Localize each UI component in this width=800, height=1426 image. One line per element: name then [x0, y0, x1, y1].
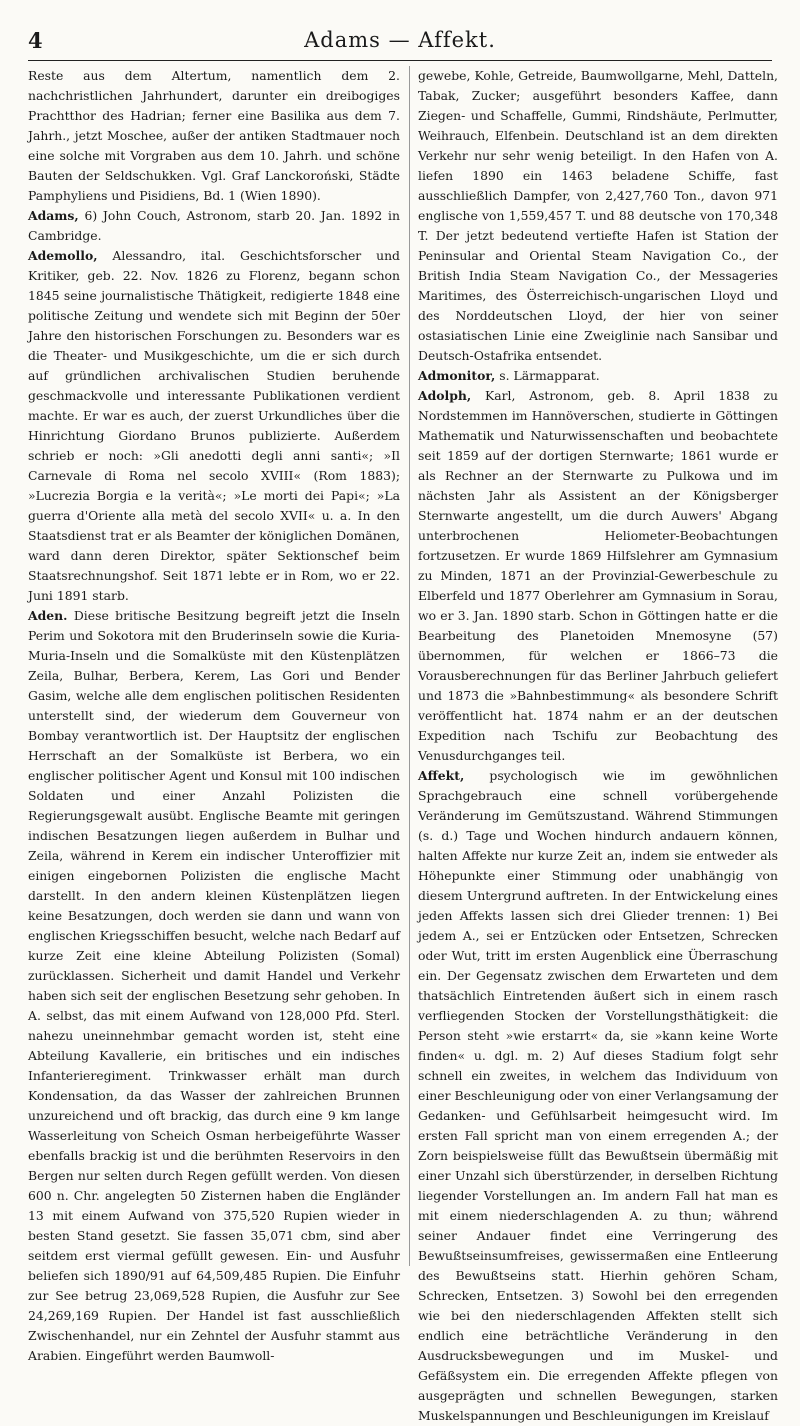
- entry-text: Karl, Astronom, geb. 8. April 1838 zu Nordstemmen im Hannöverschen, studierte in Göttingen Mathematik und Naturwissenschaften und beobachtete seit 1859 auf der dortigen Sternwarte; 1861 wurde er als Rechner an der Sternwarte zu Pulkowa und im nächsten Jahr als Assistent an der Königsberger Sternwarte angestellt, um die durch Auwers' Abgang unterbrochenen Heliometer-Beobachtungen fortzusetzen. Er wurde 1869 Hilfslehrer am Gymnasium zu Minden, 1871 an der Provinzial-Gewerbeschule zu Elberfeld und 1877 Oberlehrer am Gymnasium in Sorau, wo er 3. Jan. 1890 starb. Schon in Göttingen hatte er die Bearbeitung des Planetoiden Mnemosyne (57) übernommen, für welchen er 1866–73 die Vorausberechnungen für das Berliner Jahrbuch geliefert und 1873 die »Bahnbestimmung« als besondere Schrift veröffentlicht hat. 1874 nahm er an der deutschen Expedition nach Tschifu zur Beobachtung des Venusdurchganges teil.: [418, 388, 778, 763]
- column-divider: [409, 66, 410, 1266]
- entry-headword: Adams,: [28, 208, 79, 223]
- entry-ademollo: [28, 246, 400, 606]
- entry-adolph: [418, 386, 778, 766]
- entry-aden: [28, 606, 400, 1366]
- entry-continuation: [418, 66, 778, 366]
- entry-headword: Ademollo,: [28, 248, 98, 263]
- page-header: [28, 24, 772, 60]
- entry-text: Alessandro, ital. Geschichtsforscher und Kritiker, geb. 22. Nov. 1826 zu Florenz, begann schon 1845 seine journalistische Thätigkeit, redigierte 1848 eine politische Zeitung und wendete sich mit Beginn der 50er Jahre den historischen Forschungen zu. Besonders war es die Theater- und Musikgeschichte, um die er sich durch auf gründlichen archivalischen Studien beruhende geschmackvolle und interessante Publikationen verdient machte. Er war es auch, der zuerst Urkundliches über die Hinrichtung Giordano Brunos publizierte. Außerdem schrieb er noch: »Gli anedotti degli anni santi«; »Il Carnevale di Roma nel secolo XVIII« (Rom 1883); »Lucrezia Borgia e la verità«; »Le morti dei Papi«; »La guerra d'Oriente alla metà del secolo XVII« u. a. In den Staatsdienst trat er als Beamter der königlichen Domänen, ward dann deren Direktor, später Sektionschef beim Staatsrechnungshof. Seit 1871 lebte er in Rom, wo er 22. Juni 1891 starb.: [28, 248, 400, 603]
- entry-text: gewebe, Kohle, Getreide, Baumwollgarne, Mehl, Datteln, Tabak, Zucker; ausgeführt besonders Kaffee, dann Ziegen- und Schaffelle, Gummi, Rindshäute, Perlmutter, Weihrauch, Elfenbein. Deutschland ist an dem direkten Verkehr nur sehr wenig beteiligt. In den Hafen von A. liefen 1890 ein 1463 beladene Schiffe, fast ausschließlich Dampfer, von 2,427,760 Ton., davon 971 englische von 1,559,457 T. und 88 deutsche von 170,348 T. Der jetzt bedeutend vertiefte Hafen ist Station der Peninsular and Oriental Steam Navigation Co., der British India Steam Navigation Co., der Messageries Maritimes, des Österreichisch-ungarischen Lloyd und des Norddeutschen Lloyd, der hier von seiner ostasiatischen Linie eine Zweiglinie nach Sansibar und Deutsch-Ostafrika entsendet.: [418, 68, 778, 363]
- entry-headword: Admonitor,: [418, 368, 496, 383]
- entry-headword: Affekt,: [418, 768, 465, 783]
- entry-affekt: [418, 766, 778, 1426]
- entry-admonitor: [418, 366, 778, 386]
- entry-text: 6) John Couch, Astronom, starb 20. Jan. 1892 in Cambridge.: [28, 208, 400, 243]
- entry-continuation: [28, 66, 400, 206]
- entry-headword: Aden.: [28, 608, 68, 623]
- entry-adams: [28, 206, 400, 246]
- left-column: [28, 66, 400, 1363]
- entry-text: s. Lärmapparat.: [499, 368, 600, 383]
- entry-text: psychologisch wie im gewöhnlichen Sprachgebrauch eine schnell vorübergehende Veränderung im Gemütszustand. Während Stimmungen (s. d.) Tage und Wochen hindurch andauern können, halten Affekte nur kurze Zeit an, indem sie entweder als Höhepunkte einer Stimmung oder unabhängig von diesem Untergrund auftreten. In der Entwickelung eines jeden Affekts lassen sich drei Glieder trennen: 1) Bei jedem A., sei er Entzücken oder Entsetzen, Schrecken oder Wut, tritt im ersten Augenblick eine Überraschung ein. Der Gegensatz zwischen dem Erwarteten und dem thatsächlich Eintretenden äußert sich in einem rasch verfliegenden Stocken der Vorstellungsthätigkeit: die Person steht »wie erstarrt« da, sie »kann keine Worte finden« u. dgl. m. 2) Auf dieses Stadium folgt sehr schnell ein zweites, in welchem das Individuum von einer Beschleunigung oder von einer Verlangsamung der Gedanken- und Gefühlsarbeit heimgesucht wird. Im ersten Fall spricht man von einem erregenden A.; der Zorn beispielsweise füllt das Bewußtsein übermäßig mit einer Unzahl sich überstürzender, in derselben Richtung liegender Vorstellungen an. Im andern Fall hat man es mit einem niederschlagenden A. zu thun; während seiner Andauer findet eine Verringerung des Bewußtseinsumfreises, gewissermaßen eine Entleerung des Bewußtseins statt. Hierhin gehören Scham, Schrecken, Entsetzen. 3) Sowohl bei den erregenden wie bei den niederschlagenden Affekten stellt sich endlich eine beträchtliche Veränderung in den Ausdrucksbewegungen und im Muskel- und Gefäßsystem ein. Die erregenden Affekte pflegen von ausgeprägten und schnellen Bewegungen, starken Muskelspannungen und Beschleunigungen im Kreislauf: [418, 768, 778, 1423]
- entry-text: Reste aus dem Altertum, namentlich dem 2. nachchristlichen Jahrhundert, darunter ein dreibogiges Prachtthor des Hadrian; ferner eine Basilika aus dem 7. Jahrh., jetzt Moschee, außer der antiken Stadtmauer noch eine solche mit Vorgraben aus dem 10. Jahrh. und schöne Bauten der Seldschukken. Vgl. Graf Lanckoroński, Städte Pamphyliens und Pisidiens, Bd. 1 (Wien 1890).: [28, 68, 400, 203]
- running-head: Adams — Affekt.: [304, 28, 496, 52]
- page-number: 4: [28, 28, 43, 53]
- right-column: [418, 66, 778, 1423]
- entry-text: Diese britische Besitzung begreift jetzt die Inseln Perim und Sokotora mit den Bruderinseln sowie die Kuria-Muria-Inseln und die Somalküste mit den Küstenplätzen Zeila, Bulhar, Berbera, Kerem, Las Gori und Bender Gasim, welche alle dem englischen politischen Residenten unterstellt sind, der wiederum dem Gouverneur von Bombay verantwortlich ist. Der Hauptsitz der englischen Herrschaft an der Somalküste ist Berbera, wo ein englischer politischer Agent und Konsul mit 100 indischen Soldaten und einer Anzahl Polizisten die Regierungsgewalt ausübt. Englische Beamte mit geringen indischen Besatzungen liegen außerdem in Bulhar und Zeila, während in Kerem ein indischer Unteroffizier mit einigen eingebornen Polizisten die englische Macht darstellt. In den andern kleinen Küstenplätzen liegen keine Besatzungen, doch werden sie dann und wann von englischen Kriegsschiffen besucht, welche nach Bedarf auf kurze Zeit eine kleine Abteilung Polizisten (Somal) zurücklassen. Sicherheit und damit Handel und Verkehr haben sich seit der englischen Besetzung sehr gehoben. In A. selbst, das mit einem Aufwand von 128,000 Pfd. Sterl. nahezu uneinnehmbar gemacht worden ist, steht eine Abteilung Kavallerie, ein britisches und ein indisches Infanterieregiment. Trinkwasser erhält man durch Kondensation, da das Wasser der zahlreichen Brunnen unzureichend und oft brackig, das durch eine 9 km lange Wasserleitung von Scheich Osman herbeigeführte Wasser ebenfalls brackig ist und die berühmten Reservoirs in den Bergen nur selten durch Regen gefüllt werden. Von diesen 600 n. Chr. angelegten 50 Zisternen haben die Engländer 13 mit einem Aufwand von 375,520 Rupien wieder in besten Stand gesetzt. Sie fassen 35,071 cbm, sind aber seitdem erst viermal gefüllt gewesen. Ein- und Ausfuhr beliefen sich 1890/91 auf 64,509,485 Rupien. Die Einfuhr zur See betrug 23,069,528 Rupien, die Ausfuhr zur See 24,269,169 Rupien. Der Handel ist fast ausschließlich Zwischenhandel, nur ein Zehntel der Ausfuhr stammt aus Arabien. Eingeführt werden Baumwoll-: [28, 608, 400, 1363]
- entry-headword: Adolph,: [418, 388, 472, 403]
- header-rule: [28, 60, 772, 61]
